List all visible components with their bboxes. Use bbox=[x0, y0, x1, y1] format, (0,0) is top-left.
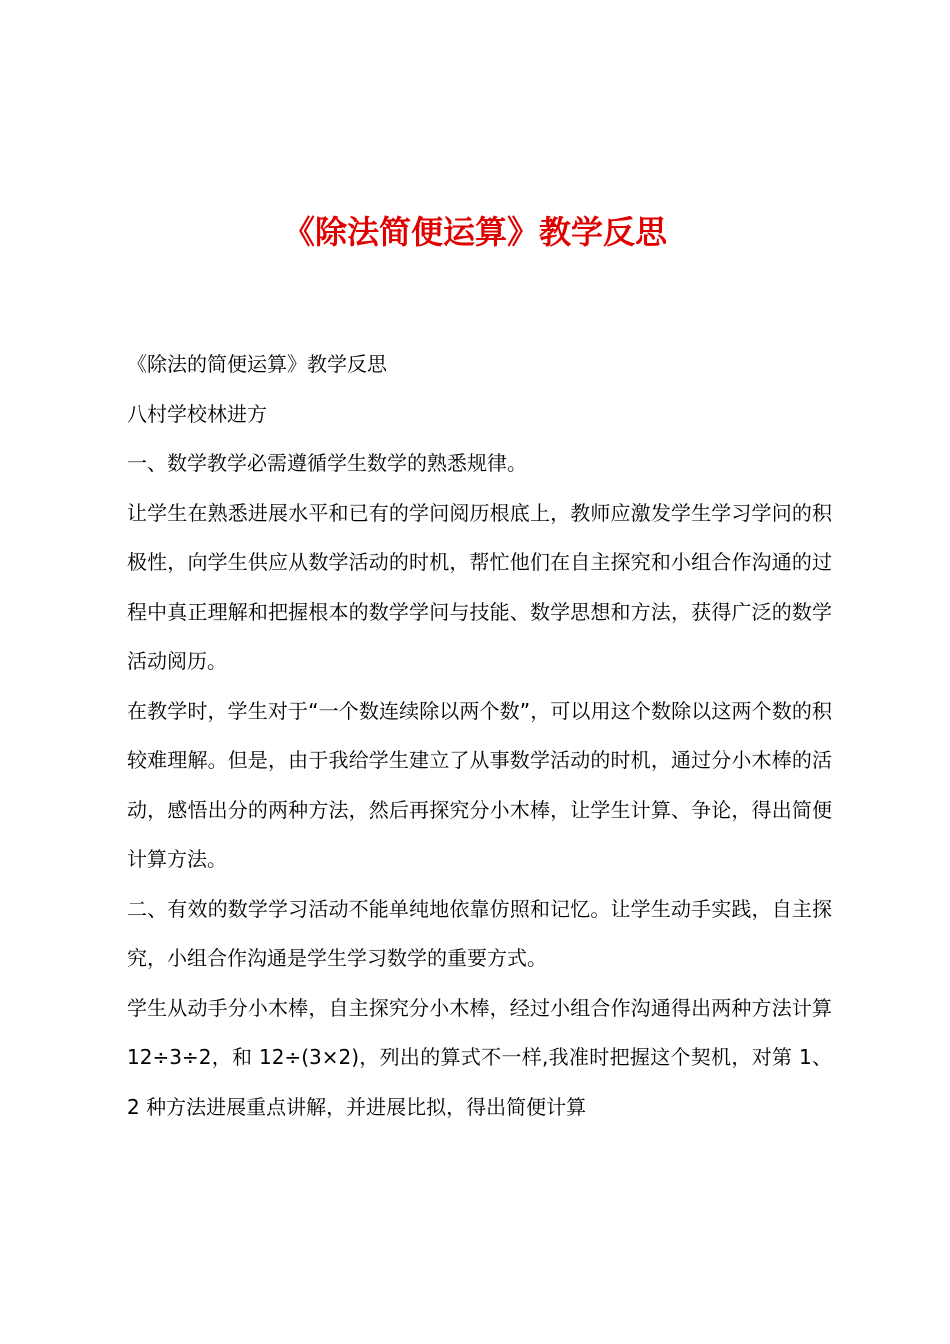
author-line: 八村学校林进方 bbox=[127, 401, 267, 426]
section-heading-2: 二、有效的数学学习活动不能单纯地依靠仿照和记忆。让学生动手实践，自主探究，小组合作沟通是学生学习数学的重要方式。 bbox=[127, 896, 832, 970]
paragraph: 在教学时，学生对于“一个数连续除以两个数”，可以用这个数除以这两个数的积较难理解。但是，由于我给学生建立了从事数学活动的时机，通过分小木棒的活动，感悟出分的两种方法，然后再探究分小木棒，让学生计算、争论，得出简便计算方法。 bbox=[127, 698, 832, 871]
paragraph: 让学生在熟悉进展水平和已有的学问阅历根底上，教师应激发学生学习学问的积极性，向学生供应从数学活动的时机，帮忙他们在自主探究和小组合作沟通的过程中真正理解和把握根本的数学学问与技能、数学思想和方法，获得广泛的数学活动阅历。 bbox=[127, 500, 832, 673]
subtitle-line: 《除法的简便运算》教学反思 bbox=[127, 352, 387, 376]
section-heading-1: 一、数学教学必需遵循学生数学的熟悉规律。 bbox=[127, 451, 527, 475]
document-body bbox=[127, 340, 832, 1132]
paragraph: 学生从动手分小木棒，自主探究分小木棒，经过小组合作沟通得出两种方法计算 12÷3÷2，和 12÷(3×2)，列出的算式不一样,我准时把握这个契机，对第 1、2 种方法进展重点讲解，并进展比拟，得出简便计算 bbox=[127, 995, 832, 1119]
document-title: 《除法简便运算》教学反思 bbox=[282, 213, 667, 251]
